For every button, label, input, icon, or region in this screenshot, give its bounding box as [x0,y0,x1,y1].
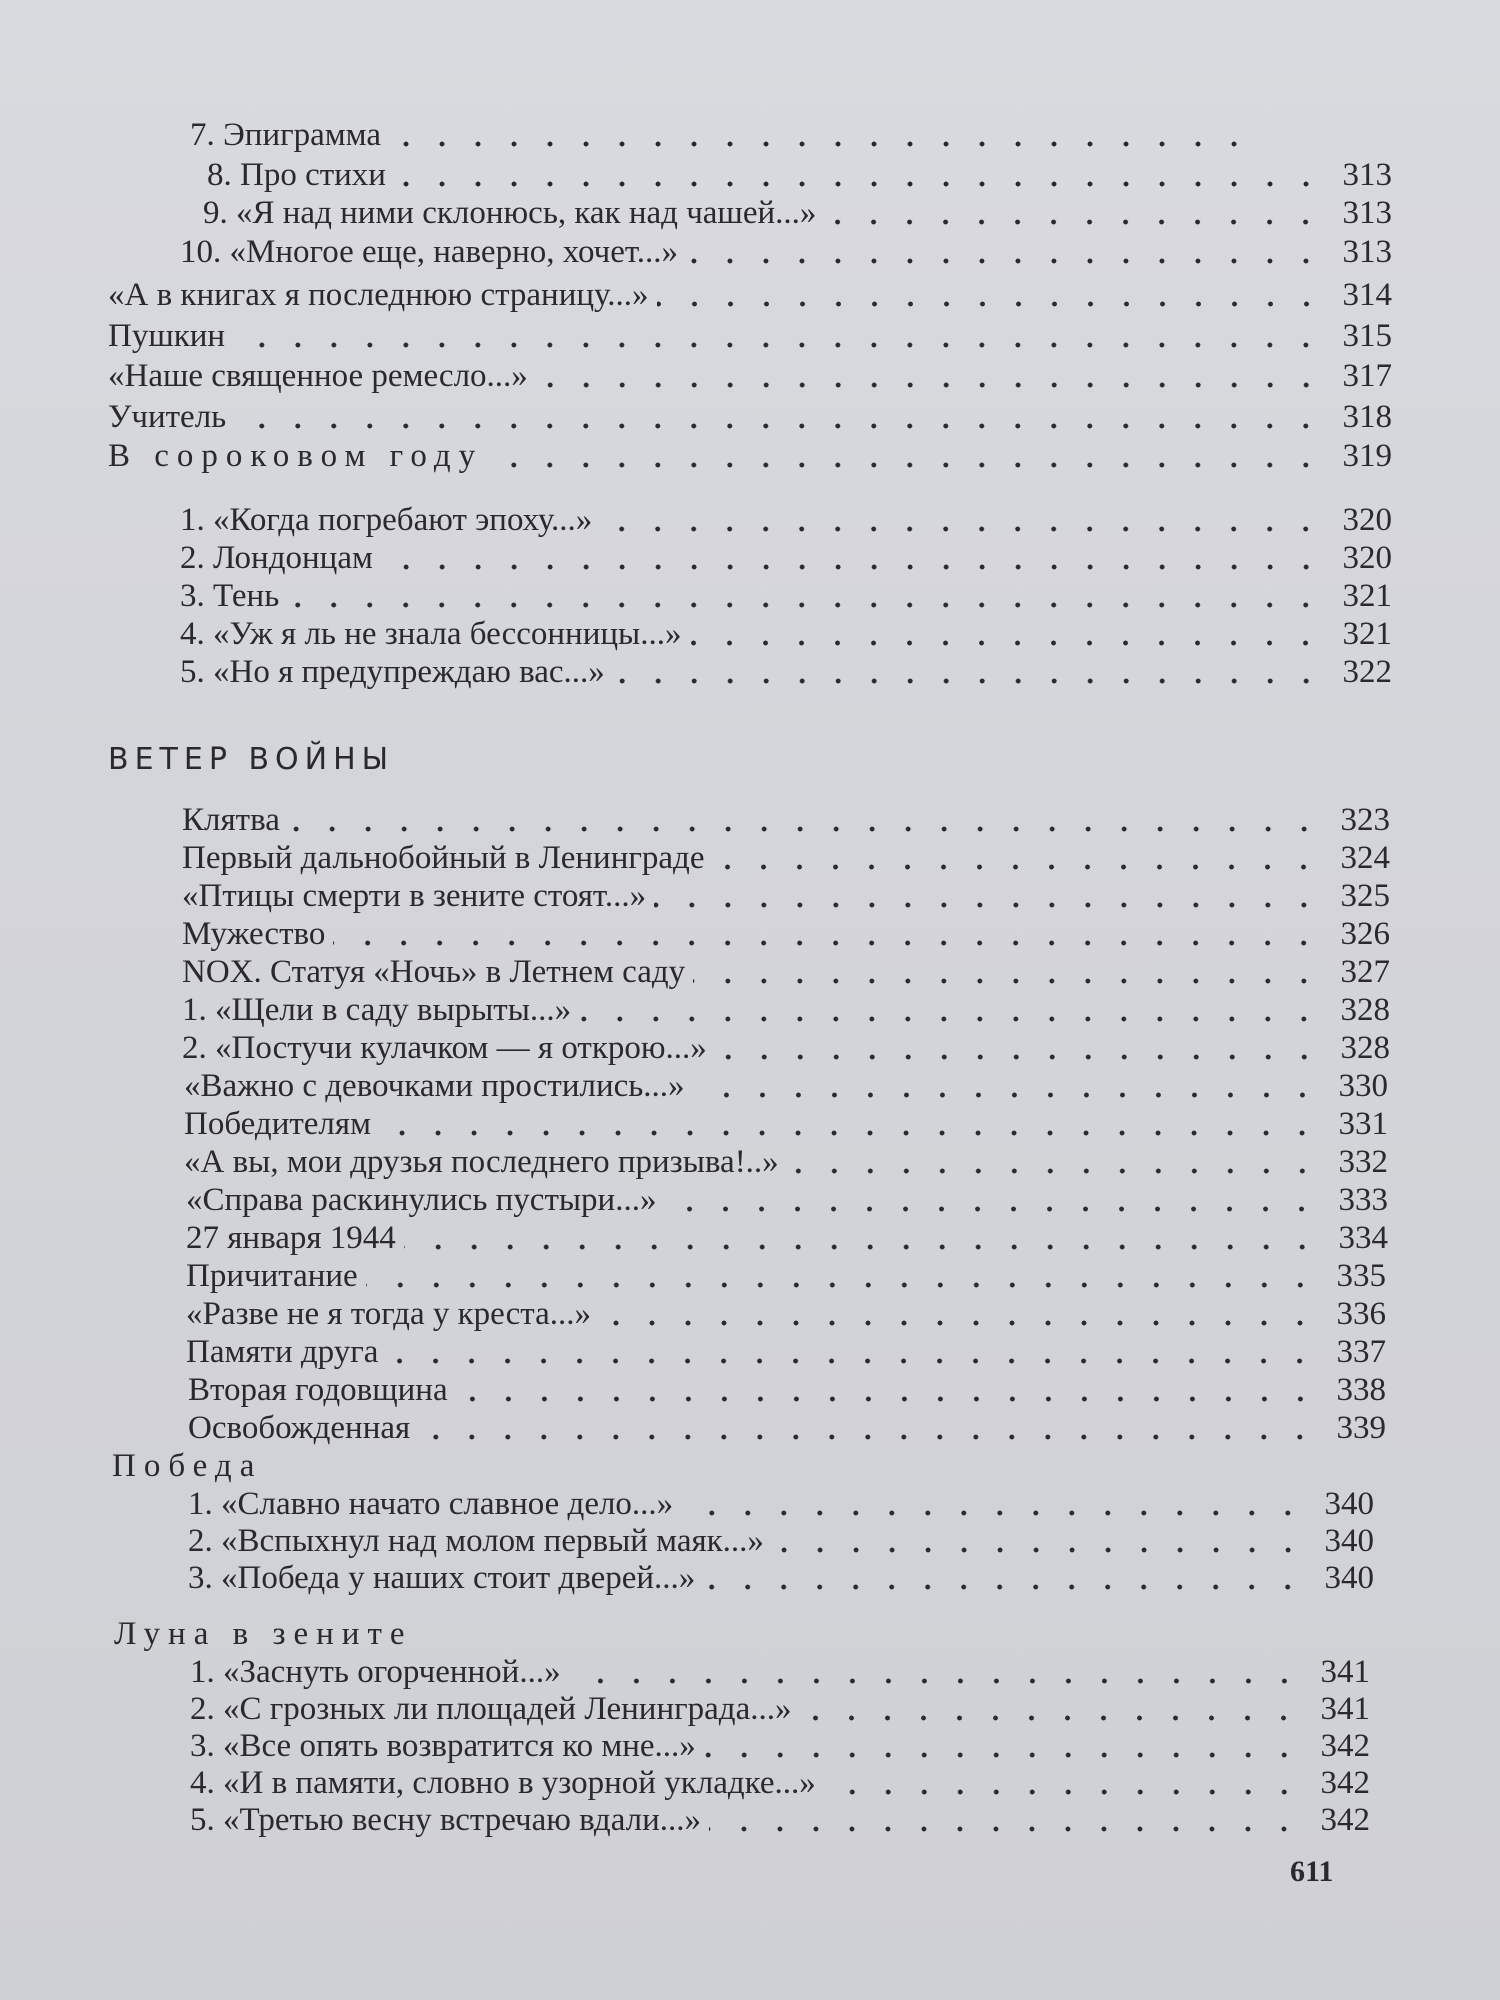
entry-title: Памяти друга [186,1334,379,1370]
toc-entry [188,1408,1386,1448]
dot-leader [712,862,1322,872]
entry-title: Клятва [182,802,280,838]
entry-title: 7. Эпиграмма [190,117,381,153]
toc-entry [184,1142,1388,1182]
dot-leader [824,1787,1302,1797]
entry-page: 321 [1342,616,1392,652]
entry-page: 332 [1338,1144,1388,1180]
entry-page: 319 [1342,438,1392,474]
entry-title: «Справа раскинулись пустыри...» [186,1182,657,1218]
entry-title: 1. «Щели в саду вырыты...» [182,992,572,1028]
dot-leader [689,638,1324,648]
toc-entry [186,1256,1386,1296]
entry-title: 3. «Все опять возвратится ко мне...» [190,1728,696,1764]
dot-leader [287,600,1324,610]
entry-title: 1. «Когда погребают эпоху...» [180,502,593,538]
entry-title: «А в книгах я последнюю страницу...» [108,277,649,313]
toc-entry [180,500,1392,540]
entry-page: 324 [1340,840,1390,876]
dot-leader [772,1545,1306,1555]
dot-leader [233,340,1324,350]
cycle-title: В сороковом году [108,438,484,474]
dot-leader [381,562,1324,572]
dot-leader [600,524,1324,534]
toc-entry [182,990,1390,1030]
entry-title: NOX. Статуя «Ночь» в Летнем саду [182,954,686,990]
toc-entry [184,1066,1388,1106]
entry-page: 340 [1324,1560,1374,1596]
toc-entry [190,1763,1370,1803]
toc-entry [182,800,1390,840]
dot-leader [693,976,1322,986]
entry-title: Причитание [186,1258,358,1294]
toc-cycle-heading [114,1614,1114,1654]
dot-leader [569,1676,1302,1686]
dot-leader [579,1014,1322,1024]
dot-leader [704,1750,1302,1760]
entry-page: 337 [1336,1334,1386,1370]
entry-title: 5. «Третью весну встречаю вдали...» [190,1802,702,1838]
entry-title: Победителям [184,1106,371,1142]
toc-entry [182,838,1390,878]
entry-title: «Наше священное ремесло...» [108,358,528,394]
toc-entry [184,1104,1388,1144]
entry-page: 328 [1340,992,1390,1028]
entry-title: 3. Тень [180,578,280,614]
entry-page: 339 [1336,1410,1386,1446]
entry-page: 338 [1336,1372,1386,1408]
entry-page: 341 [1320,1654,1370,1690]
entry-page: 313 [1342,234,1392,270]
entry-title: 5. «Но я предупреждаю вас...» [180,654,605,690]
entry-title: Освобожденная [188,1410,411,1446]
entry-title: 1. «Славно начато славное дело...» [188,1486,674,1522]
entry-page: 331 [1338,1106,1388,1142]
entry-page: 336 [1336,1296,1386,1332]
toc-entry [188,1521,1374,1561]
entry-title: 1. «Заснуть огорченной...» [190,1654,561,1690]
entry-page: 333 [1338,1182,1388,1218]
dot-leader [664,1204,1320,1214]
dot-leader [234,421,1324,431]
entry-title: Учитель [108,399,227,435]
entry-page: 322 [1342,654,1392,690]
entry-page: 341 [1320,1691,1370,1727]
dot-leader [386,1356,1318,1366]
dot-leader [394,179,1324,189]
entry-title: 2. «Вспыхнул над молом первый маяк...» [188,1523,764,1559]
toc-entry [108,316,1392,356]
entry-page: 342 [1320,1728,1370,1764]
dot-leader [599,1318,1318,1328]
entry-page: 320 [1342,502,1392,538]
dot-leader [715,1052,1322,1062]
dot-leader [418,1432,1318,1442]
cycle-title: Луна в зените [114,1616,413,1652]
dot-leader [709,1824,1302,1834]
dot-leader [787,1166,1320,1176]
entry-page: 320 [1342,540,1392,576]
toc-entry [180,652,1392,692]
entry-page: 342 [1320,1802,1370,1838]
dot-leader [686,256,1324,266]
entry-page: 313 [1342,157,1392,193]
entry-page: 317 [1342,358,1392,394]
dot-leader [333,938,1322,948]
section-title: ВЕТЕР ВОЙНЫ [108,742,395,777]
page-number: 611 [1290,1855,1334,1888]
toc-entry [108,397,1392,437]
toc-entry [203,193,1392,233]
dot-leader [379,1128,1320,1138]
toc-entry [190,1689,1370,1729]
entry-title: Вторая годовщина [188,1372,448,1408]
entry-page: 334 [1338,1220,1388,1256]
dot-leader [389,139,1252,149]
toc-entry [190,115,1320,155]
toc-entry [180,576,1392,616]
entry-title: «Птицы смерти в зените стоят...» [182,878,647,914]
toc-entry [186,1218,1388,1258]
cycle-title: Победа [112,1448,263,1484]
toc-entry [182,1028,1390,1068]
toc-entry [186,1332,1386,1372]
dot-leader [536,380,1324,390]
toc-entry [190,1726,1370,1766]
toc-entry [190,1800,1370,1840]
toc-entry [182,876,1390,916]
dot-leader [404,1242,1320,1252]
dot-leader [799,1713,1302,1723]
entry-page: 325 [1340,878,1390,914]
toc-entry [188,1484,1374,1524]
entry-page: 318 [1342,399,1392,435]
dot-leader [654,900,1322,910]
entry-page: 328 [1340,1030,1390,1066]
entry-title: 3. «Победа у наших стоит дверей...» [188,1560,696,1596]
entry-title: 2. «Постучи кулачком — я открою...» [182,1030,707,1066]
entry-title: «Разве не я тогда у креста...» [186,1296,591,1332]
toc-entry [180,614,1392,654]
entry-page: 326 [1340,916,1390,952]
dot-leader [824,217,1324,227]
entry-page: 314 [1342,277,1392,313]
toc-entry-cycle [108,436,1392,476]
entry-page: 340 [1324,1523,1374,1559]
entry-page: 313 [1342,195,1392,231]
entry-title: 10. «Многое еще, наверно, хочет...» [180,234,679,270]
toc-entry [182,914,1390,954]
toc-entry [108,356,1392,396]
toc-entry [188,1370,1386,1410]
entry-page: 342 [1320,1765,1370,1801]
dot-leader [366,1280,1318,1290]
toc-entry [108,275,1392,315]
entry-page: 315 [1342,318,1392,354]
entry-title: 4. «Уж я ль не знала бессонницы...» [180,616,682,652]
entry-title: 4. «И в памяти, словно в узорной укладке...» [190,1765,816,1801]
entry-title: Первый дальнобойный в Ленинграде [182,840,705,876]
dot-leader [456,1394,1318,1404]
entry-title: 8. Про стихи [207,157,386,193]
entry-title: 2. «С грозных ли площадей Ленинграда...» [190,1691,792,1727]
entry-title: 2. Лондонцам [180,540,373,576]
toc-entry [188,1558,1374,1598]
entry-page: 330 [1338,1068,1388,1104]
toc-entry [180,232,1392,272]
entry-title: «А вы, мои друзья последнего призыва!..» [184,1144,779,1180]
toc-entry [180,538,1392,578]
dot-leader [613,676,1324,686]
entry-title: Мужество [182,916,326,952]
toc-cycle-heading [112,1446,1112,1486]
entry-page: 321 [1342,578,1392,614]
dot-leader [288,824,1322,834]
toc-entry [182,952,1390,992]
entry-page: 323 [1340,802,1390,838]
entry-page: 335 [1336,1258,1386,1294]
entry-page: 340 [1324,1486,1374,1522]
entry-page: 327 [1340,954,1390,990]
toc-entry [190,1652,1370,1692]
dot-leader [703,1582,1306,1592]
dot-leader [657,299,1325,309]
toc-entry [186,1180,1388,1220]
entry-title: 9. «Я над ними склонюсь, как над чашей...» [203,195,817,231]
entry-title: 27 января 1944 [186,1220,396,1256]
dot-leader [693,1090,1320,1100]
entry-title: «Важно с девочками простились...» [184,1068,685,1104]
entry-title: Пушкин [108,318,226,354]
dot-leader [491,460,1324,470]
dot-leader [681,1508,1306,1518]
toc-entry [207,155,1392,195]
toc-entry [186,1294,1386,1334]
